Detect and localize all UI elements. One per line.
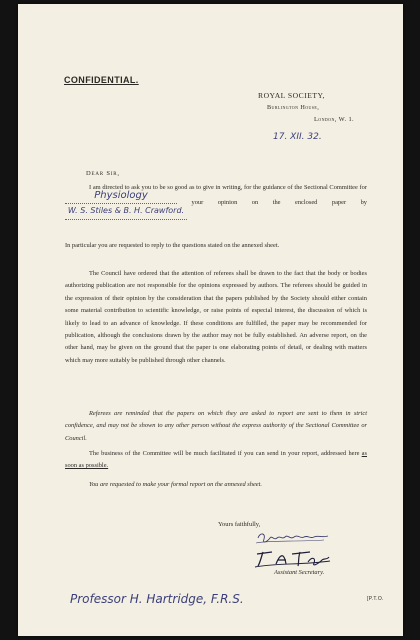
paragraph-council: The Council have ordered that the attention of referees shall be drawn to the fact that the body or bodies authorizing publication are not responsible for the opinions expressed by authors. The referees should be guided in the expression of their opinion by the consideration that the papers published by the Society should either contain some material contribution to scientific knowledge, or raise points of especial interest, the discussion of which is likely to lead to an advance of knowledge. If these conditions are fulfilled, the paper may be recommended for publication, although the conclusions drawn by the author may not be fully established. An adverse report, on the other hand, may be given on the ground that the paper is one elaborating points of detail, or dealing with matters which may more suitably be published through other channels. [65,270,367,364]
business-text: The business of the Committee will be much facilitated if you can send in your report, addressed here [89,450,360,457]
handwritten-date: 17. XII. 32. [273,132,322,142]
org-name: ROYAL SOCIETY, [258,91,325,100]
handwritten-addressee: Professor H. Hartridge, F.R.S. [70,592,244,606]
paragraph-confidence: Referees are reminded that the papers on which they are asked to report are sent to them in strict confidence, and may not be shown to any other person without the express authority of the Sectional Committee or Council. [65,410,367,442]
letter-sheet [18,4,403,636]
paragraph-business [65,448,367,473]
pto-mark: [P.T.O. [367,596,384,602]
salutation: Dear Sir, [86,170,120,177]
request-text-a: I am directed to ask you to be so good as to give in writing, for the guidance of the Sectional Committee for [89,184,367,191]
city-name: London, W. 1. [314,116,355,123]
request-text-b: your opinion on the enclosed paper by [191,199,367,207]
committee-fill-line [65,190,177,204]
paragraph-questions: In particular you are requested to reply to the questions stated on the annexed sheet. [65,242,280,249]
authors-handwritten: W. S. Stiles & B. H. Crawford. [67,206,185,216]
authors-fill-line [65,206,187,220]
letterhead-address [258,90,354,126]
asap-underlined: as soon as possible. [65,450,367,470]
paragraph-formal-report: You are requested to make your formal report on the annexed sheet. [89,481,262,488]
closing: Yours faithfully, [218,521,261,528]
building-name: Burlington House, [267,104,320,111]
committee-handwritten: Physiology [94,190,148,201]
assistant-secretary-title: Assistant Secretary. [274,569,325,576]
confidential-heading: CONFIDENTIAL. [64,75,139,85]
paragraph-request [65,182,367,225]
